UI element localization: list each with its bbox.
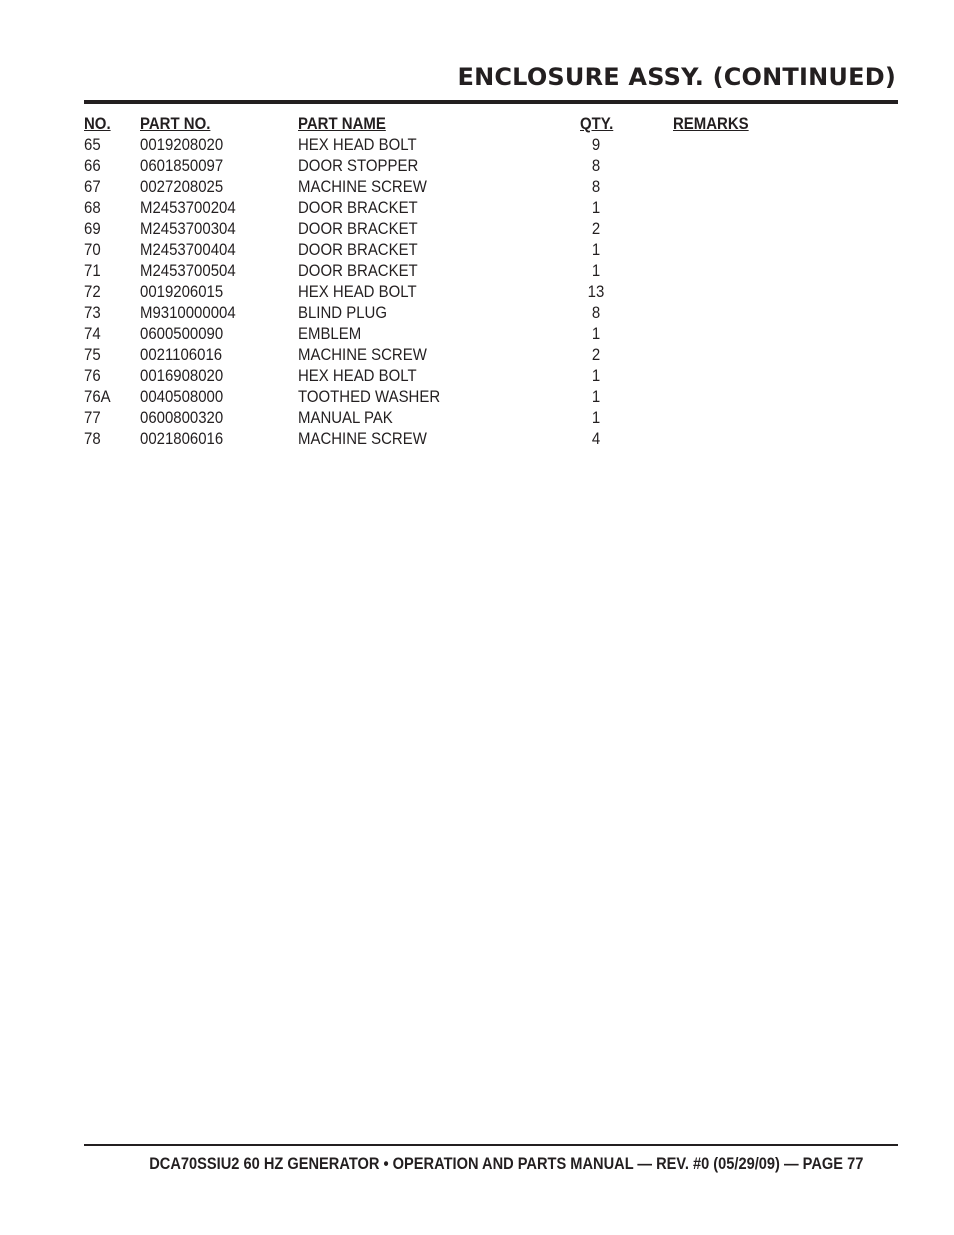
row-qty: 13 — [587, 282, 605, 301]
row-no: 76 — [84, 366, 101, 385]
row-part-name: MACHINE SCREW — [298, 177, 427, 196]
header-qty: QTY. — [580, 114, 614, 133]
row-qty: 4 — [591, 429, 601, 448]
row-no: 75 — [84, 345, 101, 364]
row-qty: 1 — [591, 324, 601, 343]
row-part-name: MACHINE SCREW — [298, 345, 427, 364]
row-qty: 8 — [591, 177, 601, 196]
row-part-no: M2453700204 — [140, 198, 236, 217]
row-part-name: HEX HEAD BOLT — [298, 366, 417, 385]
page-footer: DCA70SSIU2 60 HZ GENERATOR • OPERATION AND PARTS MANUAL — REV. #0 (05/29/09) — PAGE 77 — [148, 1154, 863, 1173]
row-qty: 1 — [591, 198, 601, 217]
row-no: 65 — [84, 135, 101, 154]
table-header — [0, 113, 954, 134]
row-part-no: 0040508000 — [140, 387, 224, 406]
row-no: 71 — [84, 261, 101, 280]
table-row — [0, 134, 954, 155]
row-no: 77 — [84, 408, 101, 427]
row-qty: 8 — [591, 303, 601, 322]
row-part-no: 0019208020 — [140, 135, 224, 154]
row-part-name: BLIND PLUG — [298, 303, 387, 322]
table-row — [0, 323, 954, 344]
page-title: ENCLOSURE ASSY. (CONTINUED) — [457, 63, 896, 91]
row-part-no: 0600800320 — [140, 408, 224, 427]
row-part-name: DOOR BRACKET — [298, 198, 418, 217]
row-part-no: 0019206015 — [140, 282, 224, 301]
footer-rule — [84, 1144, 898, 1146]
row-qty: 2 — [591, 219, 601, 238]
row-part-no: 0016908020 — [140, 366, 224, 385]
row-part-no: 0600500090 — [140, 324, 224, 343]
row-qty: 9 — [591, 135, 601, 154]
row-no: 70 — [84, 240, 101, 259]
row-part-no: M9310000004 — [140, 303, 236, 322]
row-part-name: HEX HEAD BOLT — [298, 282, 417, 301]
table-row — [0, 197, 954, 218]
row-part-no: M2453700304 — [140, 219, 236, 238]
row-part-no: M2453700504 — [140, 261, 236, 280]
table-row — [0, 407, 954, 428]
row-no: 74 — [84, 324, 101, 343]
row-no: 67 — [84, 177, 101, 196]
row-part-name: DOOR BRACKET — [298, 219, 418, 238]
table-row — [0, 239, 954, 260]
row-part-name: DOOR STOPPER — [298, 156, 419, 175]
row-part-name: TOOTHED WASHER — [298, 387, 441, 406]
row-part-name: MACHINE SCREW — [298, 429, 427, 448]
table-row — [0, 344, 954, 365]
table-row — [0, 176, 954, 197]
row-part-no: 0027208025 — [140, 177, 224, 196]
row-part-name: DOOR BRACKET — [298, 261, 418, 280]
table-row — [0, 218, 954, 239]
row-no: 73 — [84, 303, 101, 322]
row-qty: 1 — [591, 240, 601, 259]
table-row — [0, 386, 954, 407]
row-part-no: M2453700404 — [140, 240, 236, 259]
table-row — [0, 302, 954, 323]
row-part-name: HEX HEAD BOLT — [298, 135, 417, 154]
row-part-no: 0021106016 — [140, 345, 223, 364]
table-row — [0, 281, 954, 302]
table-row — [0, 365, 954, 386]
row-part-no: 0021806016 — [140, 429, 224, 448]
header-part-name: PART NAME — [298, 114, 386, 133]
row-qty: 1 — [591, 408, 601, 427]
row-qty: 8 — [591, 156, 601, 175]
row-part-name: DOOR BRACKET — [298, 240, 418, 259]
row-no: 78 — [84, 429, 101, 448]
title-rule — [84, 100, 898, 104]
row-part-name: EMBLEM — [298, 324, 362, 343]
row-qty: 1 — [591, 366, 601, 385]
table-row — [0, 428, 954, 449]
row-no: 76A — [84, 387, 111, 406]
table-row — [0, 260, 954, 281]
row-qty: 2 — [591, 345, 601, 364]
table-row — [0, 155, 954, 176]
header-part-no: PART NO. — [140, 114, 211, 133]
row-no: 69 — [84, 219, 101, 238]
row-no: 66 — [84, 156, 101, 175]
header-remarks: REMARKS — [673, 114, 749, 133]
row-part-no: 0601850097 — [140, 156, 224, 175]
row-no: 68 — [84, 198, 101, 217]
row-qty: 1 — [591, 387, 601, 406]
header-no: NO. — [84, 114, 111, 133]
row-qty: 1 — [591, 261, 601, 280]
row-part-name: MANUAL PAK — [298, 408, 393, 427]
row-no: 72 — [84, 282, 101, 301]
